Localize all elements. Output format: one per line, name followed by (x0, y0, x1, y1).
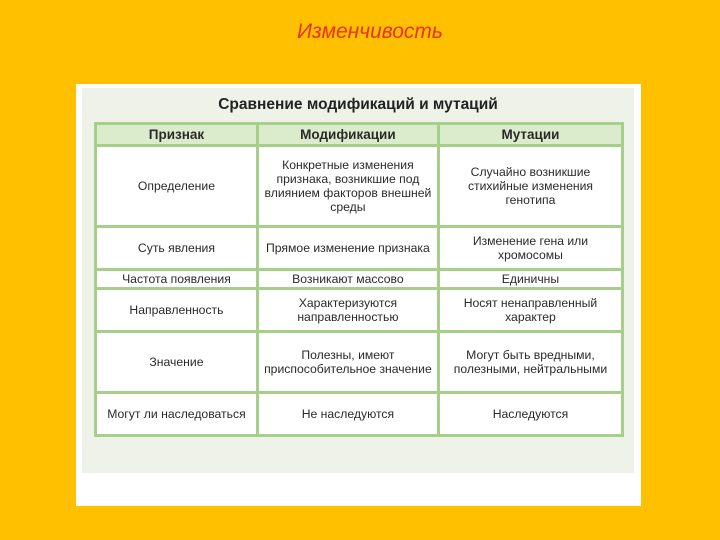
table-row (96, 289, 623, 332)
row-modification-cell: Возникают массово (257, 270, 438, 289)
comparison-panel-inner (82, 88, 634, 473)
row-modification-cell: Не наследуются (257, 393, 438, 436)
table-row (96, 393, 623, 436)
row-feature-cell: Суть явления (96, 227, 258, 270)
row-modification-cell: Характеризуются направленностью (257, 289, 438, 332)
row-modification-cell: Прямое изменение признака (257, 227, 438, 270)
table-row (96, 270, 623, 289)
table-row (96, 332, 623, 393)
row-feature-cell: Определение (96, 146, 258, 227)
table-header-row (96, 124, 623, 146)
row-modification-cell: Конкретные изменения признака, возникшие под влиянием факторов внешней среды (257, 146, 438, 227)
slide-title: Изменчивость (297, 20, 443, 43)
row-mutation-cell: Изменение гена или хромосомы (438, 227, 622, 270)
table-row (96, 146, 623, 227)
row-feature-cell: Значение (96, 332, 258, 393)
row-mutation-cell: Наследуются (438, 393, 622, 436)
table-row (96, 227, 623, 270)
column-header-mutations: Мутации (438, 124, 622, 146)
row-feature-cell: Направленность (96, 289, 258, 332)
comparison-table (94, 122, 624, 437)
row-feature-cell: Частота появления (96, 270, 258, 289)
comparison-panel (76, 84, 641, 506)
row-mutation-cell: Носят ненаправленный характер (438, 289, 622, 332)
column-header-feature: Признак (96, 124, 258, 146)
table-heading: Сравнение модификаций и мутаций (218, 96, 498, 113)
row-mutation-cell: Случайно возникшие стихийные изменения генотипа (438, 146, 622, 227)
row-modification-cell: Полезны, имеют приспособительное значение (257, 332, 438, 393)
row-mutation-cell: Единичны (438, 270, 622, 289)
row-mutation-cell: Могут быть вредными, полезными, нейтральными (438, 332, 622, 393)
row-feature-cell: Могут ли наследоваться (96, 393, 258, 436)
column-header-modifications: Модификации (257, 124, 438, 146)
